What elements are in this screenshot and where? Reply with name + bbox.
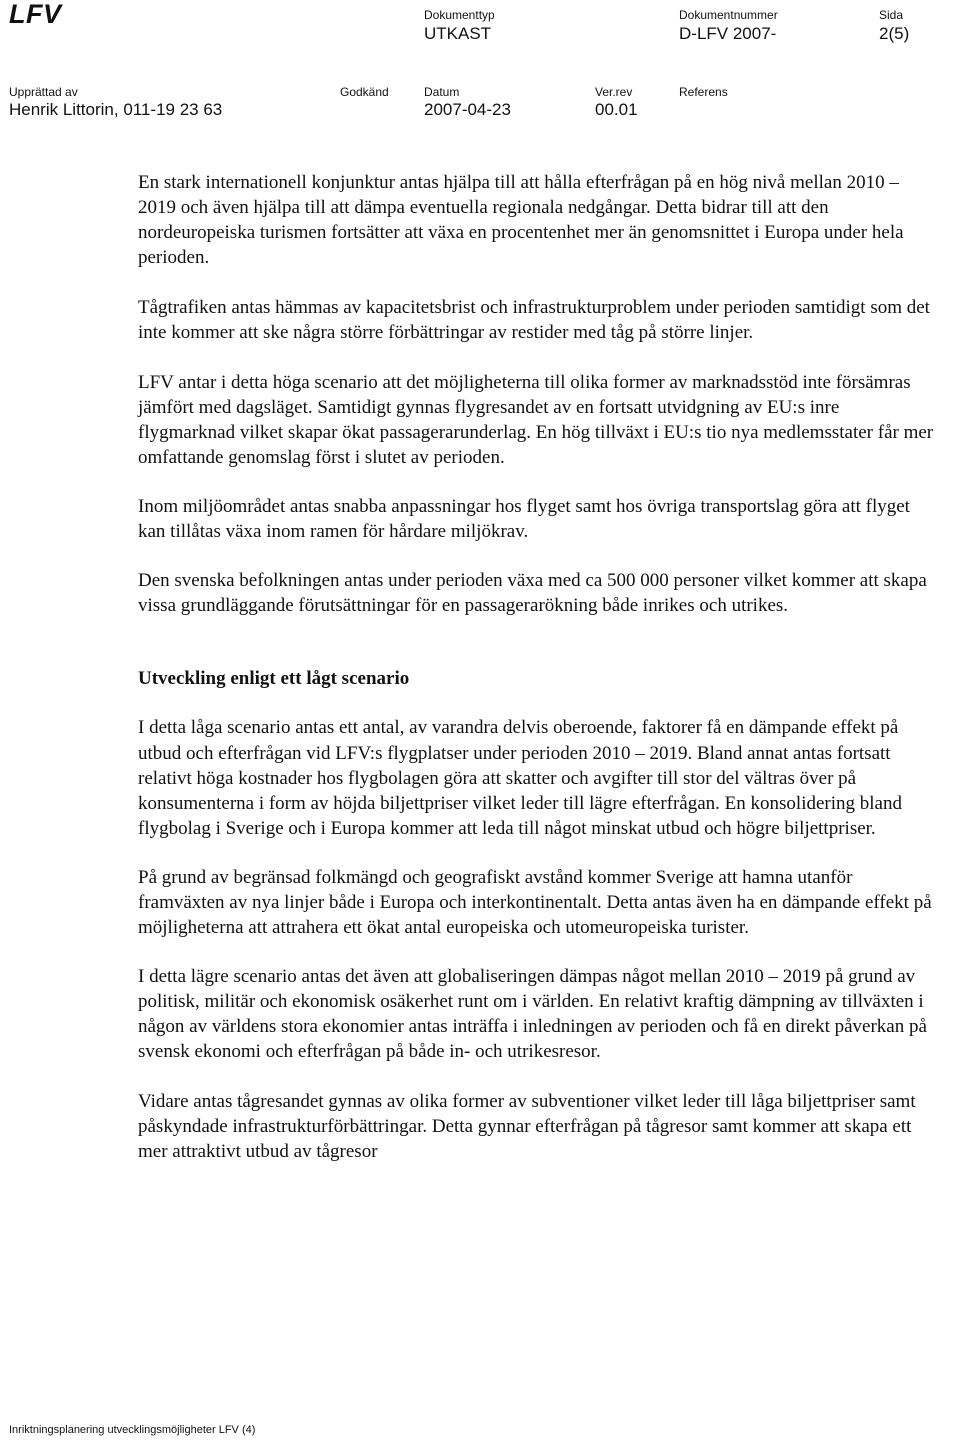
lfv-logo: LFV xyxy=(9,0,62,29)
reference-label: Referens xyxy=(679,85,728,99)
paragraph-2: Tågtrafiken antas hämmas av kapacitetsbrist och infrastrukturproblem under perioden samtidigt som det inte kommer att ske några större förbättringar av restider med tåg på större linjer. xyxy=(138,297,930,344)
paragraph-7: På grund av begränsad folkmängd och geografiskt avstånd kommer Sverige att hamna utanför framväxten av nya linjer både i Europa och interkontinentalt. Detta antas även ha en dämpande effekt på möjligheterna att attrahera ett ökat antal europeiska och utomeuropeiska turister. xyxy=(138,866,932,939)
doc-number-label: Dokumentnummer xyxy=(679,8,778,22)
paragraph-6: I detta låga scenario antas ett antal, av varandra delvis oberoende, faktorer få en dämpande effekt på utbud och efterfrågan vid LFV:s flygplatser under perioden 2010 – 2019. Bland annat antas fortsatt relativt höga kostnader hos flygbolagen göra att skatter och avgifter till stor del vältras över på konsumenterna i form av höjda biljettpriser vilket leder till lägre efterfrågan. En konsolidering bland flygbolag i Sverige och i Europa kommer att leda till något minskat utbud och högre biljettpriser. xyxy=(138,717,902,839)
date-label: Datum xyxy=(424,85,460,99)
author-value: Henrik Littorin, 011-19 23 63 xyxy=(9,100,223,119)
approved-label: Godkänd xyxy=(340,85,389,99)
paragraph-8: I detta lägre scenario antas det även att globaliseringen dämpas något mellan 2010 – 2019 på grund av politisk, militär och ekonomisk osäkerhet runt om i världen. En relativt kraftig dämpning av tillväxten i någon av världens stora ekonomier antas inträffa i inledningen av perioden och få en direkt påverkan på svensk ekonomi och efterfrågan på både in- och utrikesresor. xyxy=(138,966,927,1063)
paragraph-5: Den svenska befolkningen antas under perioden växa med ca 500 000 personer vilket kommer att skapa vissa grundläggande förutsättningar för en passagerarökning både inrikes och utrikes. xyxy=(138,570,927,617)
author-label: Upprättad av xyxy=(9,85,78,99)
paragraph-3: LFV antar i detta höga scenario att det möjligheterna till olika former av marknadsstöd inte försämras jämfört med dagsläget. Samtidigt gynnas flygresandet av en fortsatt utvidgning av EU:s inre flygmarknad vilket skapar ökat passagerarunderlag. En hög tillväxt i EU:s tio nya medlemsstater får mer omfattande genomslag först i slutet av perioden. xyxy=(138,371,934,468)
paragraph-9: Vidare antas tågresandet gynnas av olika former av subventioner vilket leder till låga biljettpriser samt påskyndade infrastrukturförbättringar. Detta gynnar efterfrågan på tågresor samt kommer att skapa ett mer attraktivt utbud av tågresor xyxy=(138,1090,916,1162)
doc-type-label: Dokumenttyp xyxy=(424,8,495,22)
date-value: 2007-04-23 xyxy=(424,100,511,119)
page-footer: Inriktningsplanering utvecklingsmöjligheter LFV (4) xyxy=(9,1424,256,1436)
doc-type-value: UTKAST xyxy=(424,24,492,43)
paragraph-1: En stark internationell konjunktur antas hjälpa till att hålla efterfrågan på en hög nivå mellan 2010 – 2019 och även hjälpa till att dämpa eventuella regionala nedgångar. Detta bidrar till att den nordeuropeiska turismen fortsätter att växa en procentenhet mer än genomsnittet i Europa under hela perioden. xyxy=(138,172,904,269)
revision-value: 00.01 xyxy=(595,100,638,119)
doc-number-value: D-LFV 2007- xyxy=(679,24,777,43)
revision-label: Ver.rev xyxy=(595,85,633,99)
document-body xyxy=(138,170,938,1164)
page-value: 2(5) xyxy=(879,24,910,43)
section-heading: Utveckling enligt ett lågt scenario xyxy=(138,668,410,690)
page-label: Sida xyxy=(879,8,904,22)
paragraph-4: Inom miljöområdet antas snabba anpassningar hos flyget samt hos övriga transportslag göra att flyget kan tillåtas växa inom ramen för hårdare miljökrav. xyxy=(138,495,910,543)
